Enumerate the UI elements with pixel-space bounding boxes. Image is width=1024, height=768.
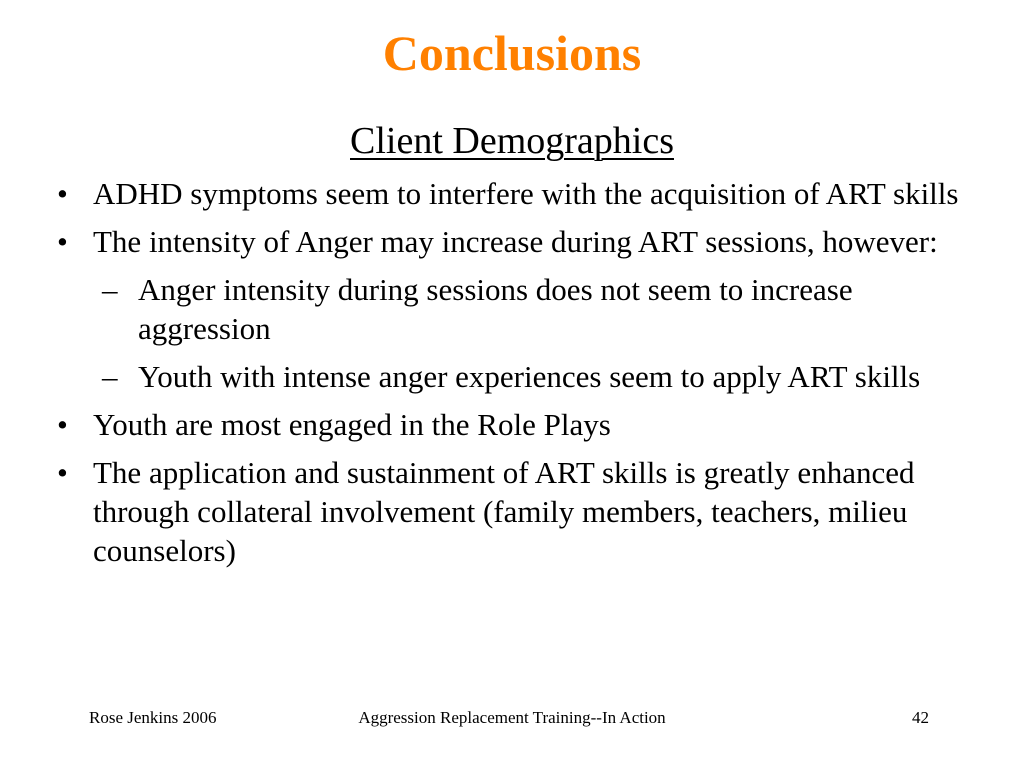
- sub-bullet-item: [102, 357, 982, 396]
- bullet-text: The application and sustainment of ART skills is greatly enhanced through collateral involvement (family members, teachers, milieu counselors): [93, 455, 915, 568]
- bullet-item: [57, 453, 982, 570]
- dash-marker: –: [102, 359, 118, 394]
- bullet-marker: •: [57, 176, 68, 211]
- bullet-item: [57, 222, 982, 261]
- sub-bullet-item: [102, 270, 982, 348]
- bullet-item: [57, 174, 982, 213]
- slide-subtitle: [0, 116, 1024, 166]
- bullet-list: [57, 174, 982, 579]
- bullet-marker: •: [57, 455, 68, 490]
- slide-title: Conclusions: [382, 25, 642, 81]
- footer-author: Rose Jenkins 2006: [89, 708, 217, 727]
- bullet-text: The intensity of Anger may increase during ART sessions, however:: [93, 224, 938, 259]
- footer-presentation-title: Aggression Replacement Training--In Action: [358, 708, 666, 727]
- sub-bullet-text: Youth with intense anger experiences seem to apply ART skills: [138, 359, 921, 394]
- footer-page-number: 42: [912, 708, 929, 727]
- sub-bullet-text: Anger intensity during sessions does not seem to increase aggression: [138, 272, 853, 346]
- bullet-text: Youth are most engaged in the Role Plays: [93, 407, 611, 442]
- bullet-marker: •: [57, 224, 68, 259]
- bullet-marker: •: [57, 407, 68, 442]
- bullet-item: [57, 405, 982, 444]
- bullet-text: ADHD symptoms seem to interfere with the acquisition of ART skills: [93, 176, 959, 211]
- dash-marker: –: [102, 272, 118, 307]
- subtitle-text: Client Demographics: [350, 120, 674, 162]
